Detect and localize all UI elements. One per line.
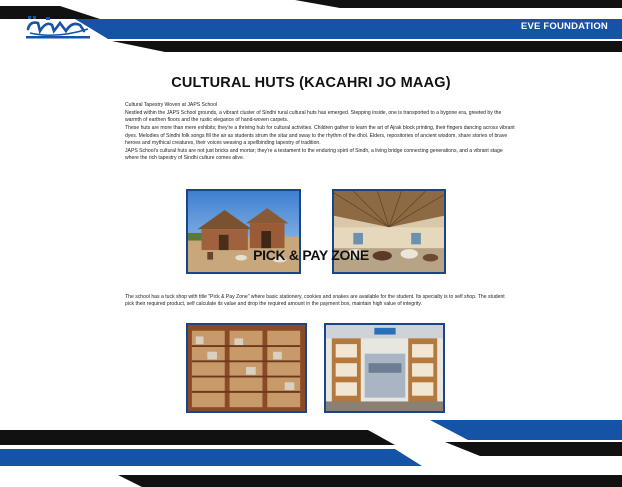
photo-pick-pay-shelves <box>186 323 307 413</box>
footer-black-band-left <box>0 430 395 445</box>
section-body-pick-pay-zone <box>125 294 515 309</box>
section-title-pick-pay-zone: PICK & PAY ZONE <box>253 247 369 263</box>
footer-black-band-bottom <box>118 475 622 487</box>
header-black-band-top <box>295 0 622 8</box>
paragraph: Cultural Tapestry Woven at JAPS School <box>125 102 218 108</box>
section-title-cultural-huts: CULTURAL HUTS (KACAHRI JO MAAG) <box>171 75 451 91</box>
footer-blue-band-left <box>0 449 422 466</box>
footer-black-band-right <box>445 442 622 456</box>
paragraph: The school has a tuck shop with title "Pick & Pay Zone" where basic stationery, cookies and snakes are available for the student. Its specialty is to self shop. The student pick their required product, self calculate its value and drop the required amount in the payment box, maintain high value of integrity. <box>125 294 505 308</box>
header-black-band-bottom <box>112 41 622 52</box>
section-body-cultural-huts <box>125 102 515 163</box>
brand-name: EVE FOUNDATION <box>520 21 608 32</box>
paragraph: Nestled within the JAPS School grounds, a vibrant cluster of Sindhi rural cultural huts has emerged. Stepping inside, one is transported to a bygone era, greeted by the warmth of earthen floors and the rustic elegance of hand-woven carpets. <box>125 109 502 124</box>
eve-foundation-logo <box>26 15 92 41</box>
footer-bands <box>0 415 622 487</box>
paragraph: These huts are more than mere exhibits; they're a thriving hub for cultural activities. Children gather to learn the art of Ajrak block printing, their fingers dancing across vibrant dyes. Melodies of Sindhi folk songs fill the air as students strum the sitar and sway to the rhythm of the dhol. Elders, repositories of ancient wisdom, share stories of brave heroes and mythical creatures, their voices weaving a spellbinding tapestry of tradition. <box>125 125 515 147</box>
photo-pick-pay-entrance <box>324 323 445 413</box>
footer-blue-band-right <box>430 420 622 440</box>
paragraph: JAPS School's cultural huts are not just bricks and mortar; they're a testament to the enduring spirit of Sindh, a living bridge connecting generations, and a vibrant stage where the rich tapestry of Sindhi culture comes alive. <box>125 147 503 162</box>
